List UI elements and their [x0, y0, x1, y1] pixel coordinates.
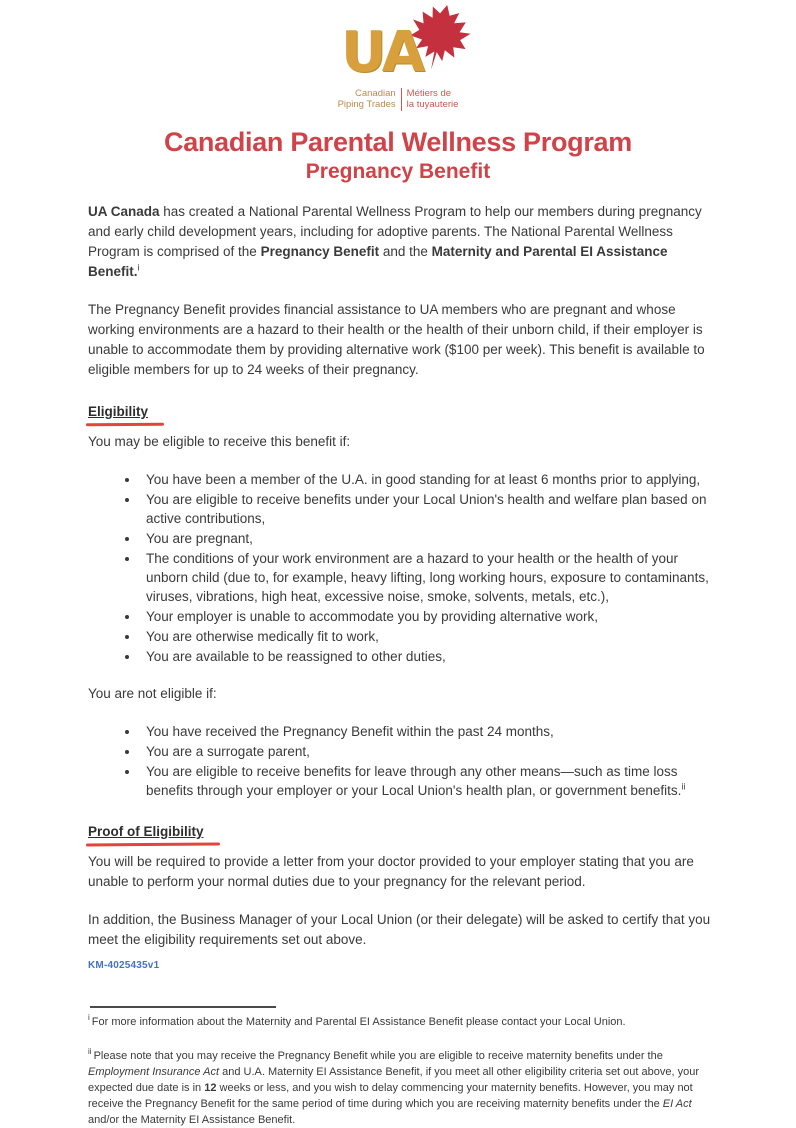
- proof-paragraph-2: In addition, the Business Manager of your Local Union (or their delegate) will be asked to certify that you meet the eligibility requirements set out above.: [88, 911, 711, 947]
- bullet-item: • You are available to be reassigned to other duties,: [140, 647, 712, 666]
- footnote-ii: [88, 1048, 712, 1128]
- logo-tagline-english: [338, 88, 396, 111]
- bullet-item: • You are eligible to receive benefits under your Local Union's health and welfare plan based on active contributions,: [140, 490, 712, 528]
- footnote-block: [88, 1006, 712, 1128]
- logo-tagline-french: [407, 88, 459, 111]
- footnote-text: Please note that you may receive the Pregnancy Benefit while you are eligible to receive maternity benefits under the Employment Insurance Act and U.A. Maternity EI Assistance Benefit, if you meet all other eligibility criteria set out above, your expected due date is in 12 weeks or less, and you wish to delay commencing your maternity benefits. However, you may not receive the Pregnancy Benefit for the same period of time during which you are receiving maternity benefits under the EI Act and/or the Maternity EI Assistance Benefit.: [88, 1049, 699, 1126]
- logo-ua-text: UA: [341, 20, 423, 85]
- footnote-divider: [90, 1006, 276, 1008]
- footnote-marker: ii: [88, 1047, 92, 1057]
- bullet-item: • You are pregnant,: [140, 529, 712, 548]
- tagline-line: la tuyauterie: [406, 99, 459, 111]
- logo-tagline: [288, 88, 508, 111]
- document-body: [0, 202, 796, 1128]
- tagline-line: Canadian: [354, 88, 396, 99]
- section-heading-eligibility: Eligibility: [88, 402, 148, 422]
- bullet-item: • You are otherwise medically fit to work,: [140, 627, 712, 646]
- eligibility-intro: You may be eligible to receive this benefit if:: [88, 433, 351, 449]
- intro-paragraph-2: The Pregnancy Benefit provides financial assistance to UA members who are pregnant and whose working environments are a hazard to their health or the health of their unborn child, if their employer is unable to accommodate them by providing alternative work ($100 per week). This benefit is available to eligible members for up to 24 weeks of their pregnancy.: [88, 301, 705, 377]
- page-title: Canadian Parental Wellness Program: [164, 126, 632, 157]
- bullet-item: • You have received the Pregnancy Benefit within the past 24 months,: [140, 722, 712, 741]
- footnote-text: For more information about the Maternity and Parental EI Assistance Benefit please contact your Local Union.: [91, 1015, 626, 1028]
- eligible-bullet-list: [88, 470, 712, 666]
- bullet-item: • You are eligible to receive benefits for leave through any other means—such as time loss benefits through your employer or your Local Union's health plan, or government benefits.$^{ii}$: [140, 762, 712, 800]
- document-id: KM-4025435v1: [88, 959, 160, 971]
- intro-paragraph-1: UA Canada has created a National Parental Wellness Program to help our members during pregnancy and early child development years, including for adoptive parents. The National Parental Wellness Program is comprised of the Pregnancy Benefit and the Maternity and Parental EI Assistance Benefit.$^i$: [88, 203, 702, 279]
- ua-canada-logo: [288, 8, 508, 111]
- not-eligible-intro: You are not eligible if:: [88, 685, 217, 701]
- tagline-line: Métiers de: [406, 88, 452, 99]
- section-heading-proof-of-eligibility: Proof of Eligibility: [88, 822, 204, 842]
- not-eligible-bullet-list: [88, 722, 712, 800]
- bullet-item: • The conditions of your work environment are a hazard to your health or the health of your unborn child (due to, for example, heavy lifting, long working hours, exposure to contaminants, viruses, vibrations, high heat, excessive noise, smoke, solvents, metals, etc.),: [140, 549, 712, 606]
- proof-paragraph-1: You will be required to provide a letter from your doctor provided to your employer stating that you are unable to perform your normal duties due to your pregnancy for the relevant period.: [88, 853, 694, 889]
- footnote-marker: i: [88, 1013, 90, 1023]
- tagline-divider: [401, 88, 402, 111]
- bullet-item: • You are a surrogate parent,: [140, 742, 712, 761]
- footnote-i: [88, 1014, 712, 1030]
- logo-art: [323, 8, 473, 86]
- bullet-item: • You have been a member of the U.A. in good standing for at least 6 months prior to applying,: [140, 470, 712, 489]
- tagline-line: Piping Trades: [337, 99, 396, 111]
- bullet-item: • Your employer is unable to accommodate you by providing alternative work,: [140, 607, 712, 626]
- page-subtitle: Pregnancy Benefit: [305, 159, 491, 183]
